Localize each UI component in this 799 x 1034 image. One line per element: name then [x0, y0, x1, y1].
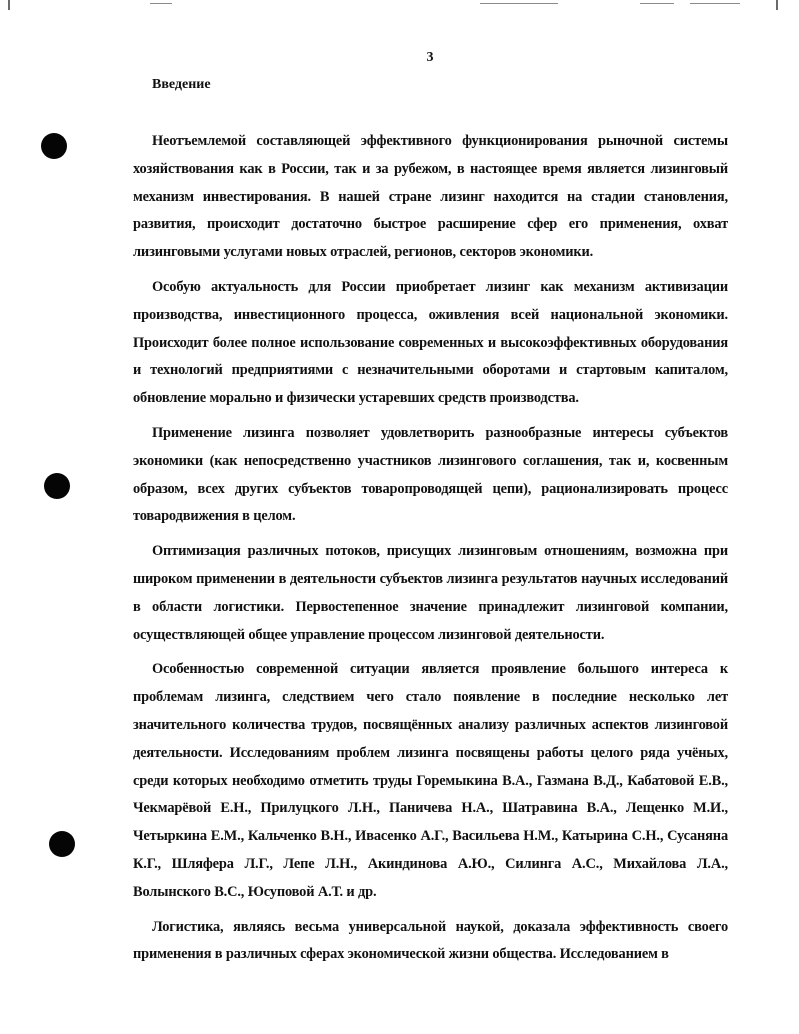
page-number: 3 — [426, 50, 434, 65]
paragraph-2: Особую актуальность для России приобретает лизинг как механизм активизации производства, инвестиционного процесса, оживления всей национальной экономики. Происходит более полное использование современных и высокоэффективных оборудования и технологий предприятиями с незначительными оборотами и стартовым капиталом, обновление морально и физически устаревших средств производства. — [133, 278, 728, 407]
body-text — [133, 128, 728, 976]
paragraph-5: Особенностью современной ситуации является проявление большого интереса к проблемам лизинга, следствием чего стало появление в последние несколько лет значительного количества трудов, посвящённых анализу различных аспектов лизинговой деятельности. Исследованиям проблем лизинга посвящены работы целого ряда учёных, среди которых необходимо отметить труды Горемыкина В.А., Газмана В.Д., Кабатовой Е.В., Чекмарёвой Е.Н., Прилуцкого Л.Н., Паничева Н.А., Шатравина В.А., Лещенко М.И., Четыркина Е.М., Кальченко В.Н., Ивасенко А.Г., Васильева Н.М., Катырина С.Н., Сусаняна К.Г., Шляфера Л.Г., Лепе Л.Н., Акиндинова А.Ю., Силинга А.С., Михайлова Л.А., Волынского В.С., Юсуповой А.Т. и др. — [133, 661, 728, 900]
scan-artifact-right — [776, 0, 778, 10]
scan-artifact-line — [640, 3, 674, 4]
punch-hole-top — [41, 133, 67, 159]
section-heading: Введение — [152, 77, 211, 92]
paragraph-6: Логистика, являясь весьма универсальной наукой, доказала эффективность своего применения в различных сферах экономической жизни общества. Исследованием в — [133, 918, 728, 963]
scan-artifact-left — [8, 0, 10, 10]
paragraph-4: Оптимизация различных потоков, присущих лизинговым отношениям, возможна при широком применении в деятельности субъектов лизинга результатов научных исследований в области логистики. Первостепенное значение принадлежит лизинговой компании, осуществляющей общее управление процессом лизинговой деятельности. — [133, 543, 728, 643]
scan-artifact-line — [480, 3, 558, 4]
punch-hole-bottom — [49, 831, 75, 857]
punch-hole-middle — [44, 473, 70, 499]
paragraph-3: Применение лизинга позволяет удовлетворить разнообразные интересы субъектов экономики (как непосредственно участников лизингового соглашения, так и, косвенным образом, всех других субъектов товаропроводящей цепи), рационализировать процесс товародвижения в целом. — [133, 424, 728, 525]
paragraph-1: Неотъемлемой составляющей эффективного функционирования рыночной системы хозяйствования как в России, так и за рубежом, в настоящее время является лизинговый механизм инвестирования. В нашей стране лизинг находится на стадии становления, развития, происходит достаточно быстрое расширение сфер его применения, охват лизинговыми услугами новых отраслей, регионов, секторов экономики. — [133, 133, 728, 261]
scan-artifact-line — [150, 3, 172, 4]
scan-artifact-line — [690, 3, 740, 4]
